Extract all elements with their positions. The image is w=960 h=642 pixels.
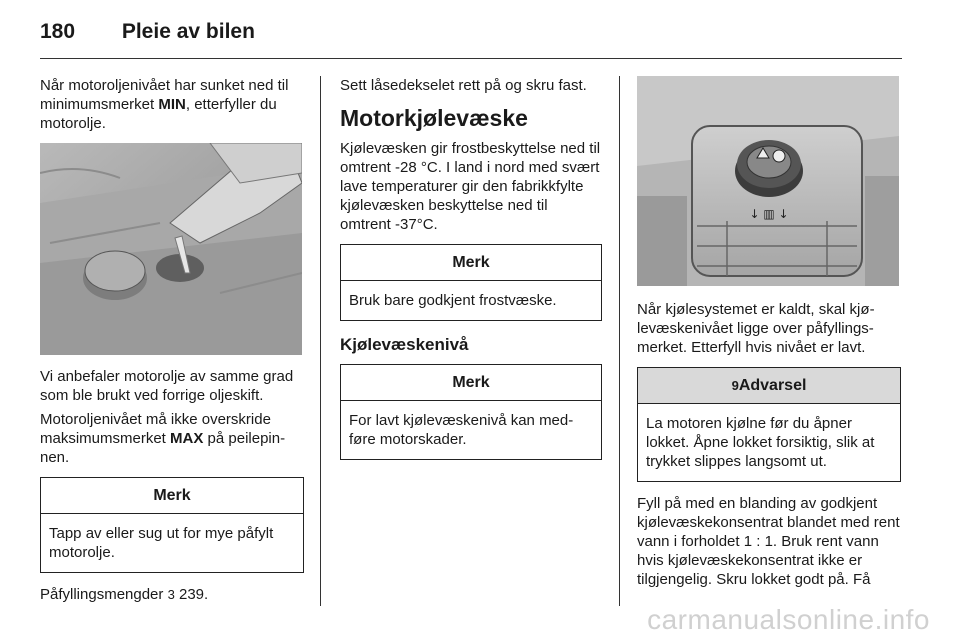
heading-coolant-level: Kjølevæskenivå [340, 335, 469, 354]
warning-title: Advarsel [738, 377, 807, 394]
note-title: Merk [341, 365, 601, 401]
paragraph-cover: Sett låsedekselet rett på og skru fast. [340, 77, 587, 94]
heading-coolant: Motorkjølevæske [340, 105, 528, 131]
svg-text:↓ ▥ ↓: ↓ ▥ ↓ [749, 207, 789, 221]
page-header [40, 20, 255, 44]
column-divider-2 [619, 76, 620, 606]
note-body: Tapp av eller sug ut for mye påfylt motorolje. [49, 525, 274, 561]
header-rule [40, 58, 902, 59]
paragraph-oil-min: Når motoroljenivået har sunket ned til minimumsmerket MIN, etterfyller du motorolje. [40, 77, 289, 132]
note-body: Bruk bare godkjent frostvæske. [349, 292, 557, 309]
paragraph-coolant-check: Når kjølesystemet er kaldt, skal kjølevæskenivået ligge over påfyllingsmerket. Etterfyll hvis nivået er lavt. [637, 301, 875, 356]
column-1 [40, 76, 304, 609]
paragraph-oil-grade: Vi anbefaler motorolje av samme grad som ble brukt ved forrige oljeskift. [40, 368, 294, 404]
paragraph-coolant-frost: Kjølevæsken gir frostbeskyttelse ned til omtrent -28 °C. I land i nord med svært lave temperaturer gir den fabrikkfylte kjølevæsken beskyttelse ned til omtrent -37°C. [340, 140, 601, 233]
note-title: Merk [41, 478, 303, 514]
column-2 [340, 76, 602, 472]
warning-box [637, 367, 901, 482]
note-box-oil [40, 477, 304, 573]
paragraph-coolant-mix: Fyll på med en blanding av godkjent kjølevæskekonsentrat blandet med rent vann i forholdet 1 : 1. Bruk rent vann hvis kjølevæskekonsentrat ikke er tilgjengelig. Skru lokket godt på. Få [637, 495, 900, 588]
warning-body: La motoren kjølne før du åpner lokket. Åpne lokket forsiktig, slik at trykket slippes langsomt ut. [646, 415, 875, 470]
paragraph-oil-max: Motoroljenivået må ikke overskride maksimumsmerket MAX på peilepinnen. [40, 411, 286, 466]
warning-icon: 9 [731, 378, 739, 393]
coolant-reservoir-illustration [637, 76, 899, 286]
note-title: Merk [341, 245, 601, 281]
note-box-antifreeze [340, 244, 602, 321]
warning-header [638, 368, 900, 404]
engine-oil-fill-illustration [40, 143, 302, 355]
page-number: 180 [40, 20, 76, 43]
watermark: carmanualsonline.info [647, 604, 930, 635]
note-box-coolant-level [340, 364, 602, 460]
page-title: Pleie av bilen [121, 20, 255, 43]
column-divider-1 [320, 76, 321, 606]
note-body: For lavt kjølevæskenivå kan medføre motorskader. [349, 412, 574, 448]
capacity-reference: Påfyllingsmengder 3 239. [40, 586, 209, 603]
page-reference-icon: 3 [167, 587, 175, 602]
column-3 [637, 76, 901, 594]
